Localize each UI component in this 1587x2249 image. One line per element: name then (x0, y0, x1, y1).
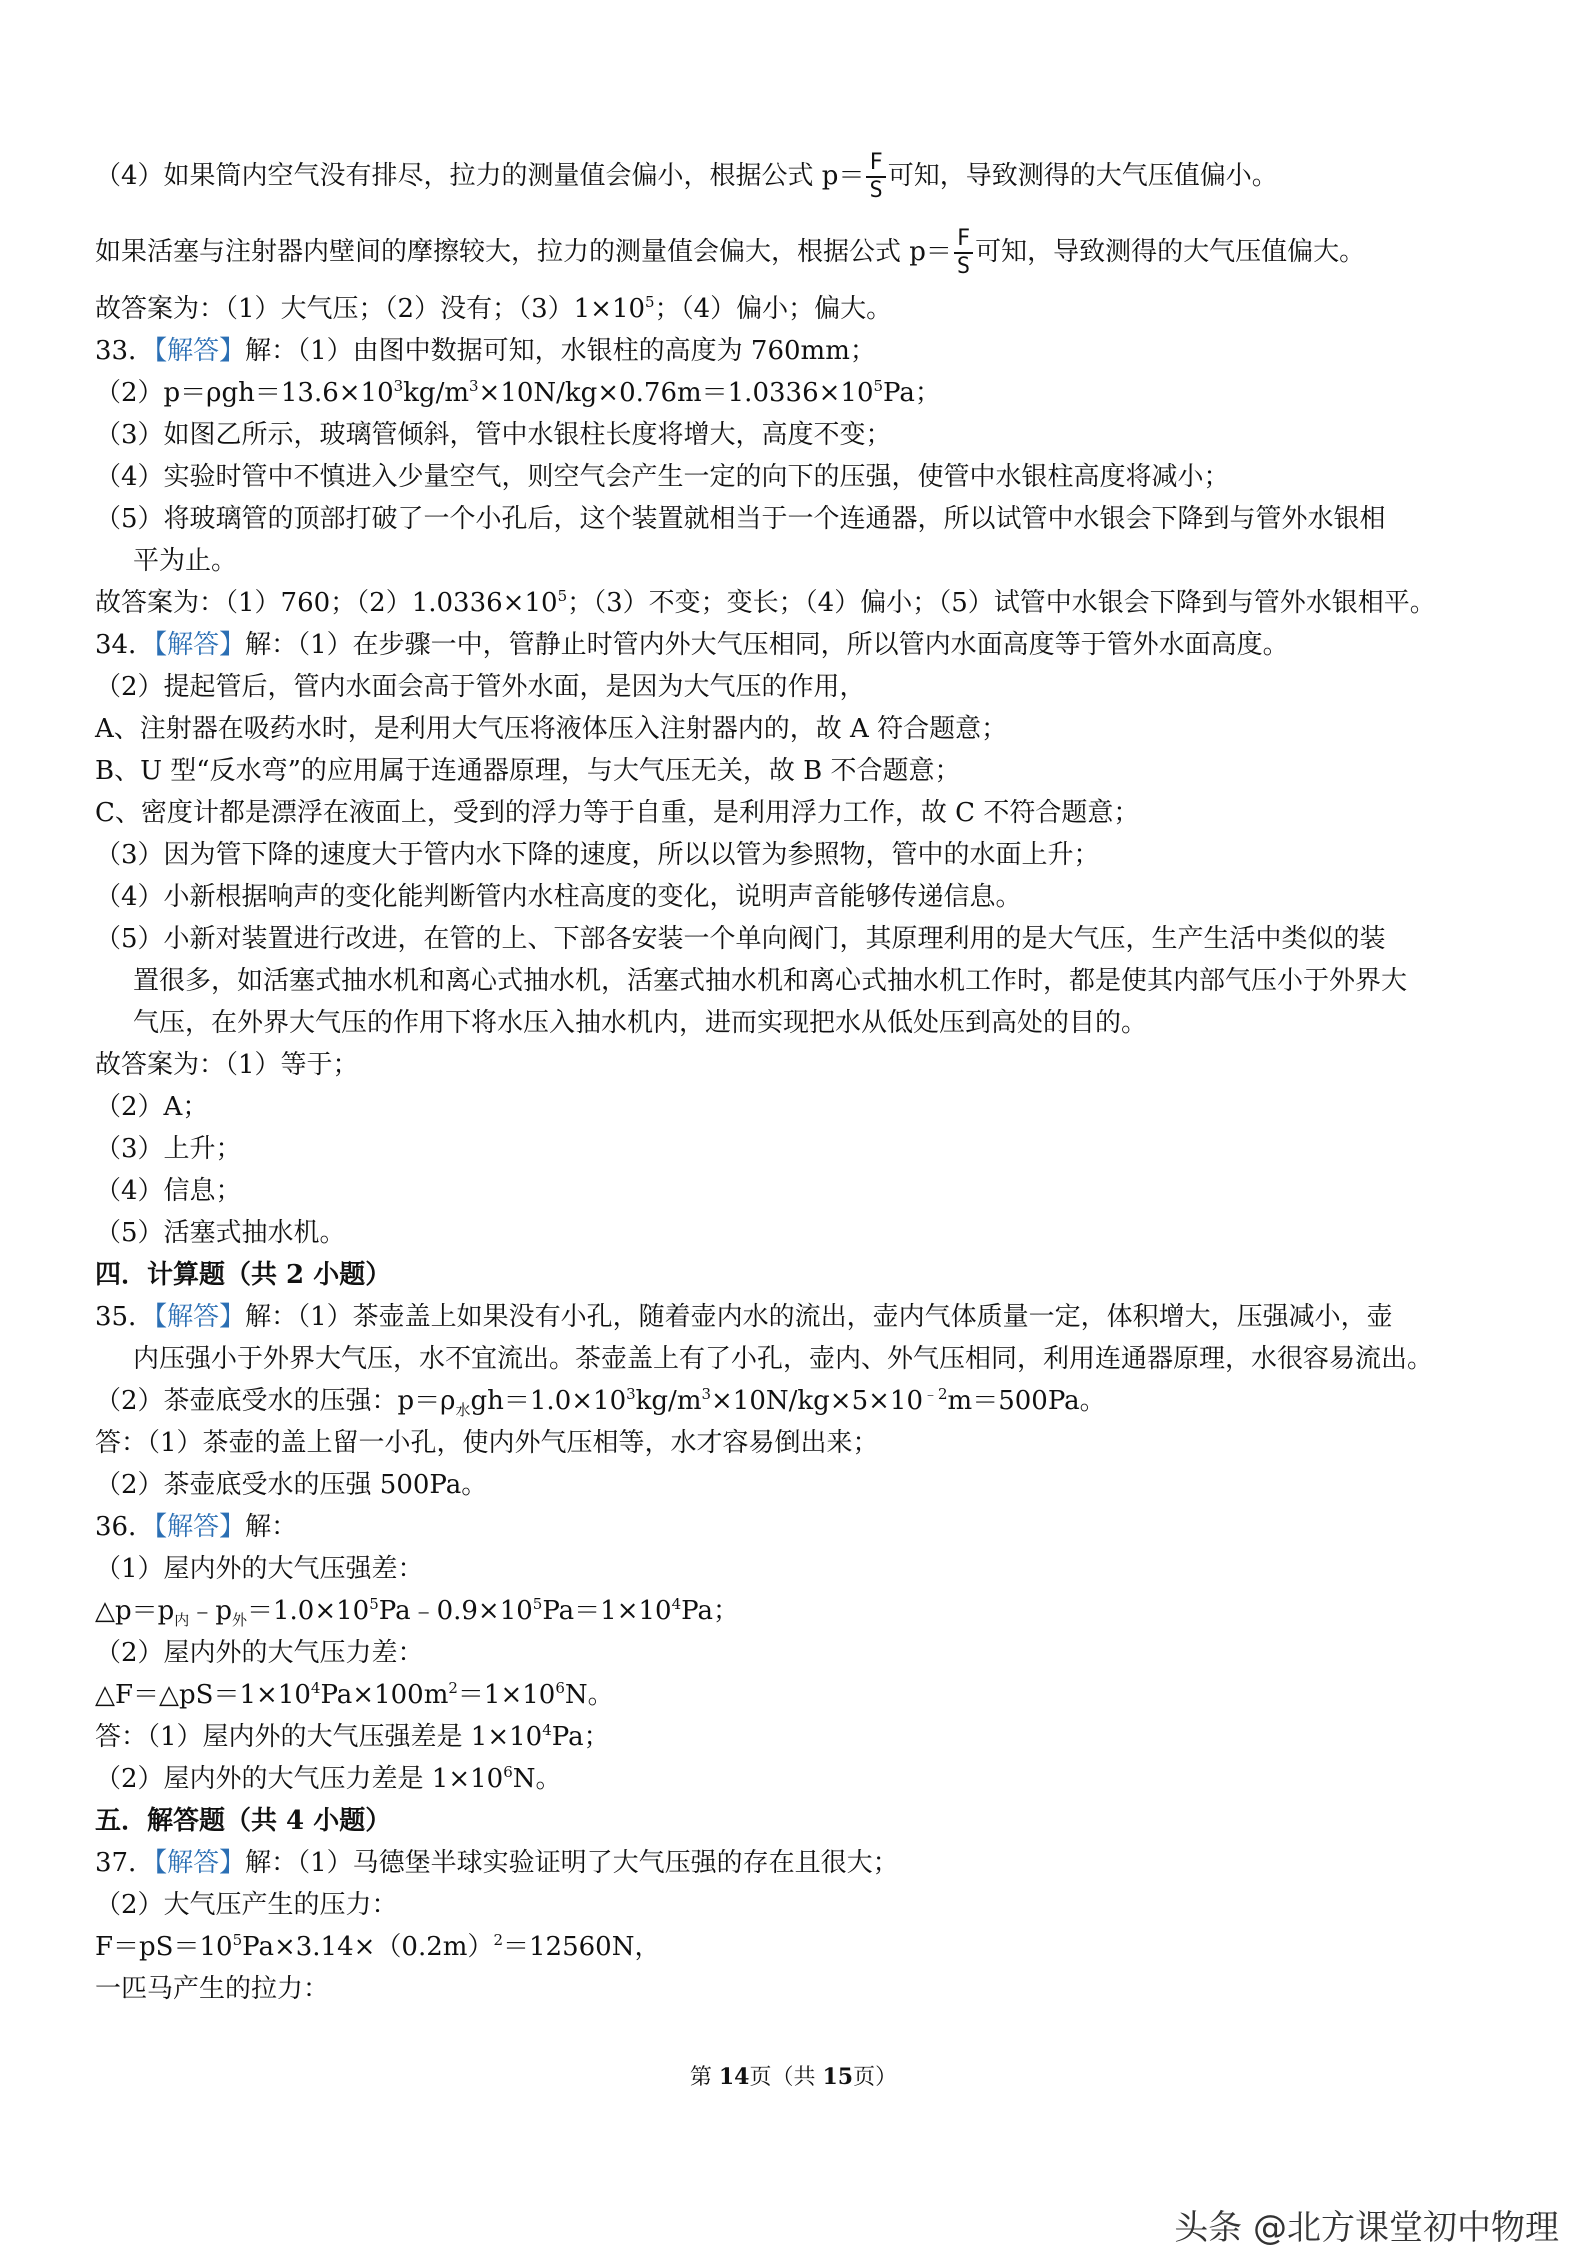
q37-line-4: 一匹马产生的拉力： (95, 1974, 330, 2004)
q35-line-2: 内压强小于外界大气压，水不宜流出。茶壶盖上有了小孔，壶内、外气压相同，利用连通器原理，水很容易流出。 (133, 1344, 1434, 1374)
q33-line-1: 33．【解答】解：（1）由图中数据可知，水银柱的高度为 760mm； (95, 336, 876, 366)
page-number: 14 (718, 2064, 750, 2090)
q34-line-5: C、密度计都是漂浮在液面上，受到的浮力等于自重，是利用浮力工作，故 C 不符合题意； (95, 798, 1140, 828)
q34-answer-3: （3）上升； (95, 1134, 242, 1164)
q33-line-5: （5）将玻璃管的顶部打破了一个小孔后，这个装置就相当于一个连通器，所以试管中水银会下降到与管外水银相 (95, 504, 1386, 534)
q37-line-1: 37．【解答】解：（1）马德堡半球实验证明了大气压强的存在且很大； (95, 1848, 899, 1878)
q34-line-9: 置很多，如活塞式抽水机和离心式抽水机，活塞式抽水机和离心式抽水机工作时，都是使其内部气压小于外界大 (133, 966, 1408, 996)
q34-answer-1: 故答案为：（1）等于； (95, 1050, 359, 1080)
q37-line-3: $F=pS=10^5Pa\times 3.14\times(0.2m)^2=12560N$， (95, 1931, 661, 1962)
section-heading-4: 四．计算题（共 2 小题） (95, 1260, 392, 1290)
q35-line-3: （2）茶壶底受水的压强：$p=\rho_水gh=1.0\times 10^3kg/m^3\times 10N/kg\times 5\times 10^{﹣2}m=500Pa$。 (95, 1385, 1106, 1420)
answer-tag: 【解答】 (154, 336, 246, 366)
q36-line-1: 36．【解答】解： (95, 1512, 298, 1542)
q33-line-3: （3）如图乙所示，玻璃管倾斜，管中水银柱长度将增大，高度不变； (95, 420, 892, 450)
q37-line-2: （2）大气压产生的压力： (95, 1890, 398, 1920)
q36-line-3: $\triangle p=p_内﹣p_外=1.0\times 10^5Pa﹣0.9\times 10^5Pa=1\times 10^4Pa$； (95, 1595, 739, 1630)
q32-answer: 故答案为：（1）大气压；（2）没有；$(3)1\times 10^5$；（4）偏小；偏大。 (95, 293, 893, 324)
answer-tag: 【解答】 (154, 1302, 246, 1332)
answer-tag: 【解答】 (154, 1512, 246, 1542)
page-footer: 第 14页（共 15页） (689, 2064, 898, 2090)
fraction-f-over-s: $\frac{F}{S}$ (866, 150, 885, 204)
q33-line-6: 平为止。 (133, 546, 238, 576)
document-body (95, 150, 1505, 2010)
fraction-f-over-s: $\frac{F}{S}$ (954, 226, 973, 280)
q36-answer-1: 答：（1）屋内外的大气压强差是 $1\times 10^4Pa$； (95, 1721, 610, 1752)
q33-line-2: $(2)p=\rho gh=13.6\times 10^3kg/m^3\times 10N/kg\times 0.76m=1.0336\times 10^5Pa$； (95, 377, 941, 408)
watermark: 头条 @北方课堂初中物理 (1174, 2208, 1559, 2248)
q34-answer-2: （2）A； (95, 1092, 209, 1122)
answer-tag: 【解答】 (154, 630, 246, 660)
answer-tag: 【解答】 (154, 1848, 246, 1878)
q35-line-1: 35．【解答】解：（1）茶壶盖上如果没有小孔，随着壶内水的流出，壶内气体质量一定，体积增大，压强减小，壶 (95, 1302, 1393, 1332)
q34-line-10: 气压，在外界大气压的作用下将水压入抽水机内，进而实现把水从低处压到高处的目的。 (133, 1008, 1148, 1038)
q36-line-2: （1）屋内外的大气压强差： (95, 1554, 424, 1584)
q35-answer-1: 答：（1）茶壶的盖上留一小孔，使内外气压相等，水才容易倒出来； (95, 1428, 879, 1458)
q35-answer-2: （2）茶壶底受水的压强 500Pa。 (95, 1470, 488, 1500)
q34-line-1: 34．【解答】解：（1）在步骤一中，管静止时管内外大气压相同，所以管内水面高度等于管外水面高度。 (95, 630, 1289, 660)
q34-line-4: B、U 型“反水弯”的应用属于连通器原理，与大气压无关，故 B 不合题意； (95, 756, 961, 786)
q34-line-2: （2）提起管后，管内水面会高于管外水面，是因为大气压的作用， (95, 672, 866, 702)
q32-line-5: 如果活塞与注射器内壁间的摩擦较大，拉力的测量值会偏大，根据公式 p＝ $\frac{F}{S}$ 可知，导致测得的大气压值偏大。 (95, 226, 1366, 279)
q34-line-8: （5）小新对装置进行改进，在管的上、下部各安装一个单向阀门，其原理利用的是大气压，生产生活中类似的装 (95, 924, 1386, 954)
page-total: 15 (822, 2064, 854, 2090)
q34-line-6: （3）因为管下降的速度大于管内水下降的速度，所以以管为参照物，管中的水面上升； (95, 840, 1100, 870)
section-heading-5: 五．解答题（共 4 小题） (95, 1806, 392, 1836)
q34-answer-5: （5）活塞式抽水机。 (95, 1218, 346, 1248)
q32-line-4: （4）如果筒内空气没有排尽，拉力的测量值会偏小，根据公式 p＝ $\frac{F}{S}$ 可知，导致测得的大气压值偏小。 (95, 150, 1278, 203)
q33-answer: 故答案为：（1）760；$(2)1.0336\times 10^5$；（3）不变；变长；（4）偏小；（5）试管中水银会下降到与管外水银相平。 (95, 587, 1436, 618)
q36-line-5: $\triangle F=\triangle pS=1\times 10^4Pa\times 100m^2=1\times 10^6N$。 (95, 1679, 614, 1710)
q34-line-7: （4）小新根据响声的变化能判断管内水柱高度的变化，说明声音能够传递信息。 (95, 882, 1022, 912)
q33-line-4: （4）实验时管中不慎进入少量空气，则空气会产生一定的向下的压强，使管中水银柱高度将减小； (95, 462, 1230, 492)
q34-answer-4: （4）信息； (95, 1176, 242, 1206)
q34-line-3: A、注射器在吸药水时，是利用大气压将液体压入注射器内的，故 A 符合题意； (95, 714, 1008, 744)
q36-line-4: （2）屋内外的大气压力差： (95, 1638, 424, 1668)
q36-answer-2: （2）屋内外的大气压力差是 $1\times 10^6N$。 (95, 1763, 562, 1794)
